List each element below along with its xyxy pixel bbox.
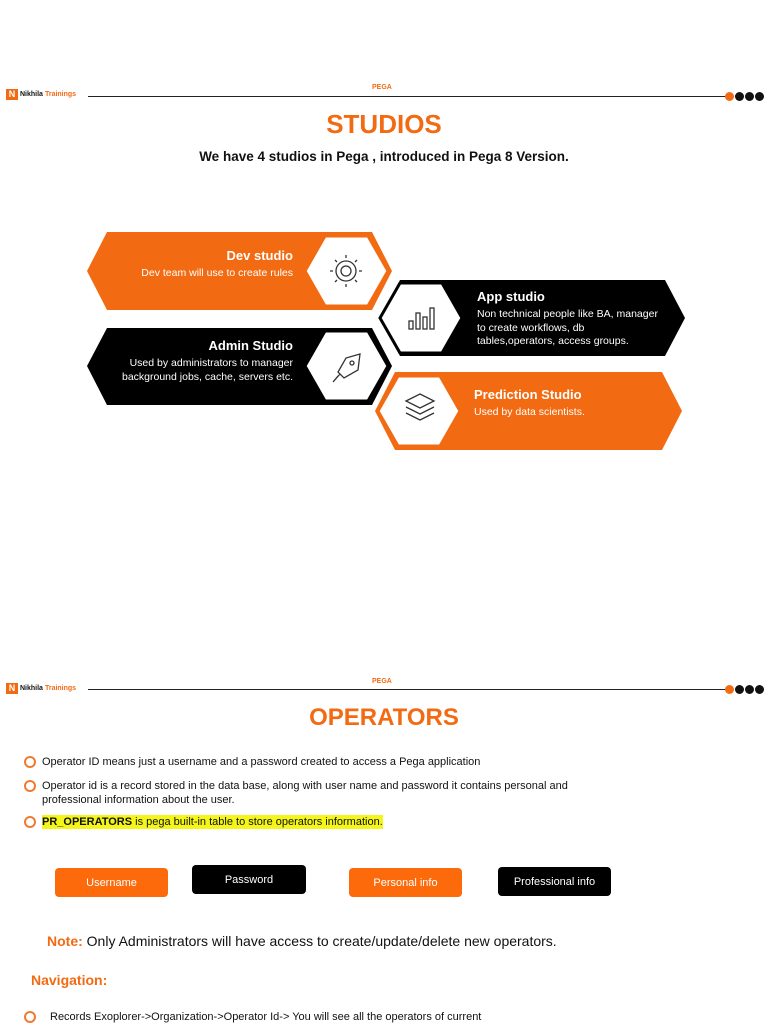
- slide-title: STUDIOS: [326, 109, 442, 139]
- note: Note: Only Administrators will have access to create/update/delete new operators.: [47, 933, 557, 949]
- studio-name: Admin Studio: [208, 338, 293, 353]
- bullet-ring-icon: [24, 780, 36, 792]
- studio-desc: Non technical people like BA, manager to create workflows, db tables,operators, access groups.: [477, 308, 658, 347]
- password-button[interactable]: Password: [192, 865, 306, 894]
- logo-mark: N: [6, 89, 18, 100]
- slide-subtitle: We have 4 studios in Pega , introduced in Pega 8 Version.: [199, 149, 569, 164]
- logo-mark: N: [6, 683, 18, 694]
- studio-name: Prediction Studio: [474, 387, 582, 402]
- logo-name: Nikhila: [20, 91, 43, 98]
- bullet-ring-icon: [24, 816, 36, 828]
- logo-name: Nikhila: [20, 685, 43, 692]
- logo: [6, 683, 76, 694]
- bullet-item: Operator id is a record stored in the data base, along with user name and password it contains personal and professional information about the user.: [24, 779, 568, 807]
- studio-name: Dev studio: [226, 248, 293, 263]
- course-label: PEGA: [372, 678, 392, 685]
- personal-info-button[interactable]: Personal info: [349, 868, 462, 897]
- studio-desc: Dev team will use to create rules: [141, 267, 293, 279]
- username-button[interactable]: Username: [55, 868, 168, 897]
- divider: [88, 689, 728, 690]
- bullet-ring-icon: [24, 756, 36, 768]
- navigation-heading: Navigation:: [31, 972, 108, 988]
- bullet-ring-icon: [24, 1011, 36, 1023]
- bullet-item: Operator ID means just a username and a password created to access a Pega application: [24, 755, 480, 769]
- studio-name: App studio: [477, 289, 545, 304]
- studio-desc: Used by administrators to manager background jobs, cache, servers etc.: [121, 357, 293, 383]
- logo-trainings: Trainings: [44, 685, 77, 692]
- dots-decoration: [725, 685, 764, 694]
- bullet-item: PR_OPERATORS is pega built-in table to store operators information.: [24, 815, 383, 829]
- slide-title: OPERATORS: [309, 704, 459, 731]
- course-label: PEGA: [372, 84, 392, 91]
- bullet-item: Records Exoplorer->Organization->Operator Id-> You will see all the operators of current: [24, 1010, 481, 1024]
- professional-info-button[interactable]: Professional info: [498, 867, 611, 896]
- studio-desc: Used by data scientists.: [474, 406, 585, 418]
- logo-trainings: Trainings: [44, 91, 77, 98]
